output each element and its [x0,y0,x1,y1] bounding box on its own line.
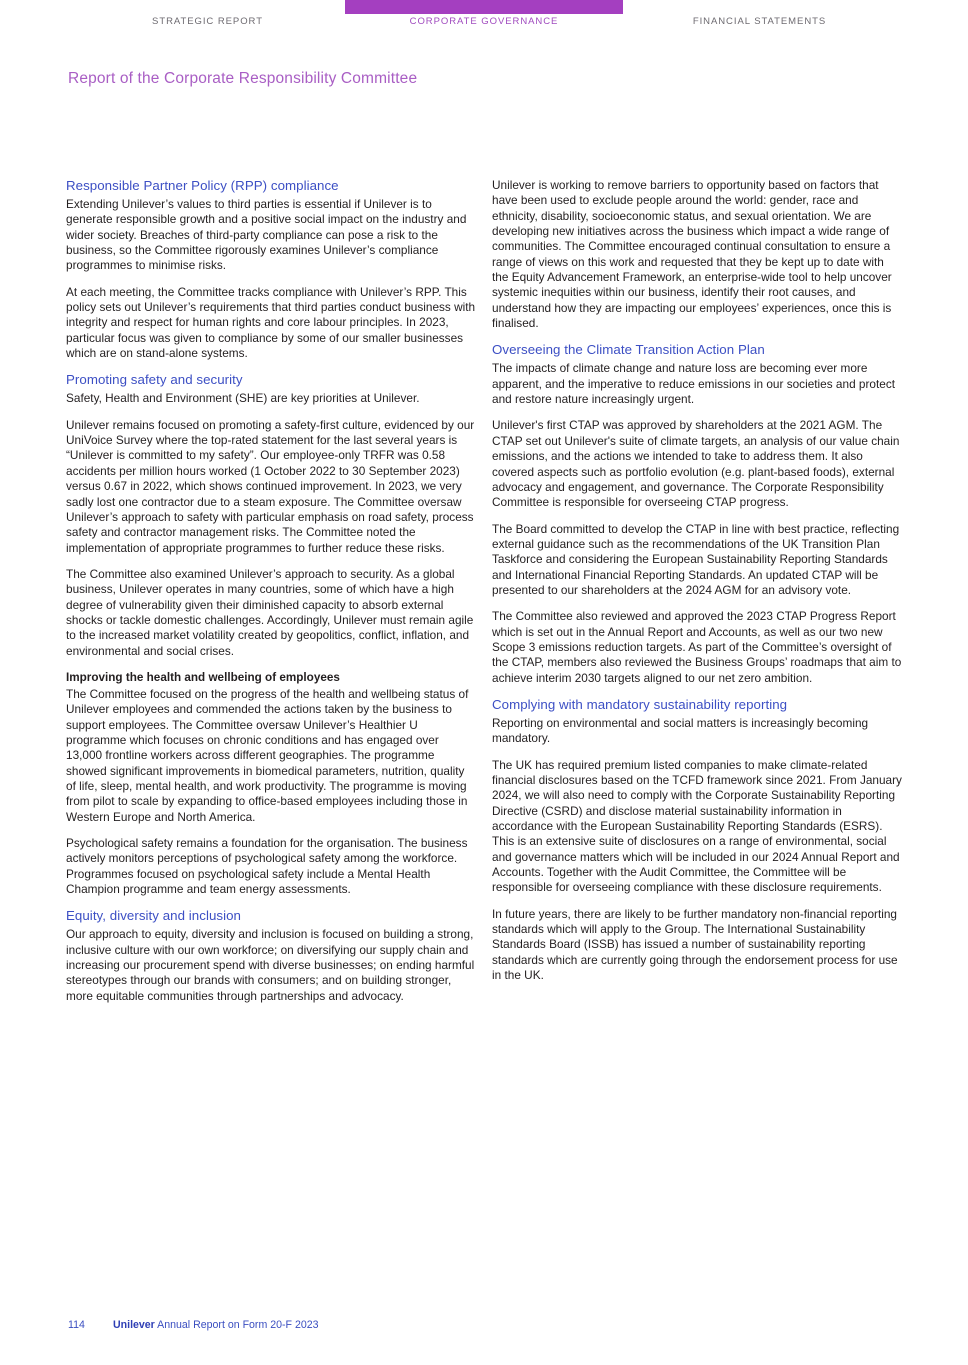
section-heading-promoting-safety-and-security: Promoting safety and security [66,372,243,388]
paragraph: The Board committed to develop the CTAP in line with best practice, reflecting external guidance such as the recommendations of the UK Transition Plan Taskforce and considering the European Sustainability Reporting Standards and International Financial Reporting Standards. An updated CTAP will be presented to our shareholders at the 2024 AGM for an advisory vote. [492,521,900,597]
footer-document-title: Annual Report on Form 20-F 2023 [154,1319,319,1331]
header-tab-strategic-report[interactable]: STRATEGIC REPORT [152,16,263,27]
active-tab-marker [345,0,623,14]
paragraph: Our approach to equity, diversity and inclusion is focused on building a strong, inclusive culture with our own workforce; on diversifying our supply chain and increasing our procurement spend with diverse businesses; on ending harmful stereotypes through our brands with consumers; and on building stronger, more equitable communities through partnerships and advocacy. [66,927,475,1003]
paragraph: At each meeting, the Committee tracks compliance with Unilever’s RPP. This policy sets out Unilever’s requirements that third parties conduct business with integrity and respect for human rights and core labour principles. In 2023, particular focus was given to compliance by some of our smaller businesses which are on stand-alone systems. [66,284,476,361]
section-heading-rpp-compliance: Responsible Partner Policy (RPP) compliance [66,178,339,193]
paragraph: In future years, there are likely to be further mandatory non-financial reporting standards which will apply to the Group. The International Sustainability Standards Board (ISSB) has issued a number of sustainability reporting standards which are currently going through the endorsement process for use in the UK. [492,906,898,983]
left-column [66,178,476,1015]
subheading-improving-health-and-wellbeing: Improving the health and wellbeing of employees [66,670,340,684]
page-title: Report of the Corporate Responsibility Committee [68,70,418,87]
paragraph: Safety, Health and Environment (SHE) are key priorities at Unilever. [66,391,420,406]
paragraph: The Committee also reviewed and approved the 2023 CTAP Progress Report which is set out in the Annual Report and Accounts, as well as our two new Scope 3 emissions reduction targets. As part of the Committee’s oversight of the CTAP, members also reviewed the Business Groups’ roadmaps that aim to achieve interim 2030 targets aligned to our net zero ambition. [492,609,902,685]
paragraph: Psychological safety remains a foundation for the organisation. The business actively monitors perceptions of psychological safety among the workforce. Programmes focused on psychological safety include a Mental Health Champion programme and team energy assessments. [66,836,468,897]
section-heading-equity-diversity-inclusion: Equity, diversity and inclusion [66,908,241,924]
page-footer [68,1319,319,1331]
paragraph: Extending Unilever’s values to third parties is essential if Unilever is to generate responsible growth and a positive social impact on the industry and wider society. Breaches of third-party compliance can pose a risk to the business, so the Committee rigorously examines Unilever’s compliance programmes to minimise risks. [66,197,467,273]
paragraph: The Committee also examined Unilever’s approach to security. As a global business, Unilever operates in many countries, some of which have a high degree of vulnerability given their diminished capacity to absorb external shocks or tackle domestic challenges. Accordingly, Unilever must remain agile to the increased market volatility created by geopolitics, conflict, inflation, and environmental and social crises. [66,566,474,658]
paragraph: Reporting on environmental and social matters is increasingly becoming mandatory. [492,715,869,746]
footer-page-number: 114 [68,1319,85,1331]
header-tab-financial-statements[interactable]: FINANCIAL STATEMENTS [692,16,827,27]
footer-brand: Unilever [113,1319,155,1331]
paragraph: Unilever is working to remove barriers to opportunity based on factors that have been used to exclude people around the world: gender, race and ethnicity, disability, socioeconomic status, and sexual orientation. We are developing new initiatives across the business which impact a wide range of communities. The Committee encouraged continual consultation to ensure a range of views on this work and requested that they be kept up to date with the Equity Advancement Framework, an enterprise-wide tool to help uncover systemic inequities within our business, identify their root causes, and understand how they are impacting our employees’ experiences, once this is finalised. [492,178,892,331]
paragraph: Unilever's first CTAP was approved by shareholders at the 2021 AGM. The CTAP set out Unilever's suite of climate targets, an analysis of our value chain emissions, and the actions we intended to take to address them. It also covered aspects such as portfolio evolution (e.g. plant-based foods), external advocacy and engagement, and governance. The Corporate Responsibility Committee is responsible for overseeing CTAP progress. [492,418,900,510]
right-column [492,178,902,994]
paragraph: The impacts of climate change and nature loss are becoming ever more apparent, and the imperative to reduce emissions in our societies and protect and restore nature increasingly urgent. [492,361,896,407]
paragraph: Unilever remains focused on promoting a safety-first culture, evidenced by our UniVoice Survey where the top-rated statement for the last several years is “Unilever is committed to my safety”. Our employee-only TRFR was 0.58 accidents per million hours worked (1 October 2022 to 30 September 2023) versus 0.67 in 2022, which shows continued improvement. In 2023, we very sadly lost one contractor due to a steam exposure. The Committee oversaw Unilever’s approach to safety with particular emphasis on road safety, process safety and contractor management risks. The Committee noted the implementation of appropriate programmes to further reduce these risks. [66,417,475,555]
running-header [0,0,968,34]
section-heading-overseeing-ctap: Overseeing the Climate Transition Action Plan [492,342,765,358]
paragraph: The UK has required premium listed companies to make climate-related financial disclosures based on the TCFD framework since 2021. From January 2024, we will also need to comply with the Corporate Sustainability Reporting Directive (CSRD) and disclose material sustainability information in accordance with the European Sustainability Reporting Standards (ESRS). This is an extensive suite of disclosures on a range of environmental, social and governance matters which will be included in our 2024 Annual Report and Accounts. Together with the Audit Committee, the Committee will be responsible for overseeing compliance with these disclosure requirements. [492,757,902,895]
section-heading-mandatory-sustainability-reporting: Complying with mandatory sustainability reporting [492,696,788,712]
paragraph: The Committee focused on the progress of the health and wellbeing status of Unilever employees and commended the actions taken by the business to support employees. The Committee oversaw Unilever’s Healthier U programme which focuses on chronic conditions and has engaged over 13,000 frontline workers across different geographies. The programme showed significant improvements in biomedical parameters, nutrition, quality of life, sleep, mental health, and work productivity. The programme is moving from pilot to scale by expanding to office-based employees including those in Western Europe and North America. [66,686,469,824]
header-tab-corporate-governance[interactable]: CORPORATE GOVERNANCE [409,16,559,27]
